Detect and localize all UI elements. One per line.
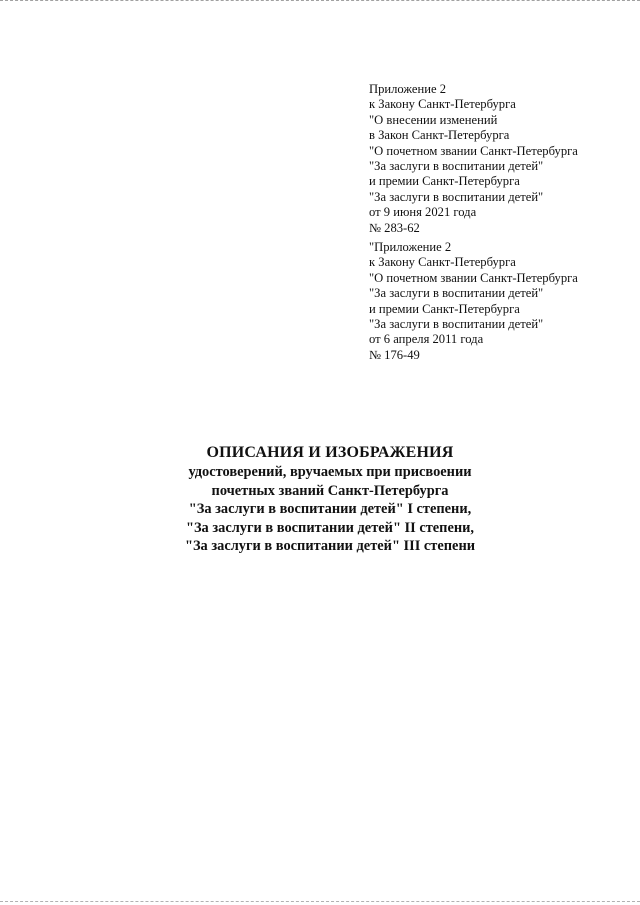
original-header-line: "О почетном звании Санкт-Петербурга	[369, 270, 578, 285]
document-title-block	[120, 443, 540, 556]
amendment-header-line: и премии Санкт-Петербурга	[369, 174, 520, 189]
original-header-number: № 176-49	[369, 347, 420, 362]
amendment-header-line: "О внесении изменений	[369, 112, 498, 127]
document-subtitle-line: удостоверений, вручаемых при присвоении	[188, 464, 472, 480]
scan-edge-top	[0, 0, 640, 3]
amendment-header-line: "За заслуги в воспитании детей"	[369, 159, 544, 174]
original-header-line: и премии Санкт-Петербурга	[369, 301, 520, 316]
amendment-header-date: от 9 июня 2021 года	[369, 205, 477, 220]
original-header-date: от 6 апреля 2011 года	[369, 332, 484, 347]
document-subtitle-line: "За заслуги в воспитании детей" I степени,	[188, 501, 472, 517]
amendment-header-line: "О почетном звании Санкт-Петербурга	[369, 143, 578, 158]
document-subtitle-line: "За заслуги в воспитании детей" II степени,	[185, 519, 475, 536]
amendment-header-number: № 283-62	[369, 220, 420, 235]
original-appendix-header	[369, 240, 619, 363]
document-subtitle-line: "За заслуги в воспитании детей" III степени	[184, 538, 476, 554]
amendment-header-line: в Закон Санкт-Петербурга	[369, 128, 510, 143]
document-title: ОПИСАНИЯ И ИЗОБРАЖЕНИЯ	[206, 444, 454, 461]
amendment-header-line: "За заслуги в воспитании детей"	[369, 189, 544, 204]
original-header-line: "За заслуги в воспитании детей"	[369, 317, 544, 332]
original-header-line: к Закону Санкт-Петербурга	[369, 255, 516, 270]
original-header-line: "За заслуги в воспитании детей"	[369, 286, 544, 301]
amendment-header-line: Приложение 2	[369, 82, 447, 96]
original-header-line: "Приложение 2	[369, 240, 452, 254]
amendment-appendix-header	[369, 82, 619, 236]
amendment-header-line: к Закону Санкт-Петербурга	[369, 97, 516, 112]
document-subtitle-line: почетных званий Санкт-Петербурга	[211, 482, 449, 499]
scan-edge-bottom	[0, 901, 640, 904]
